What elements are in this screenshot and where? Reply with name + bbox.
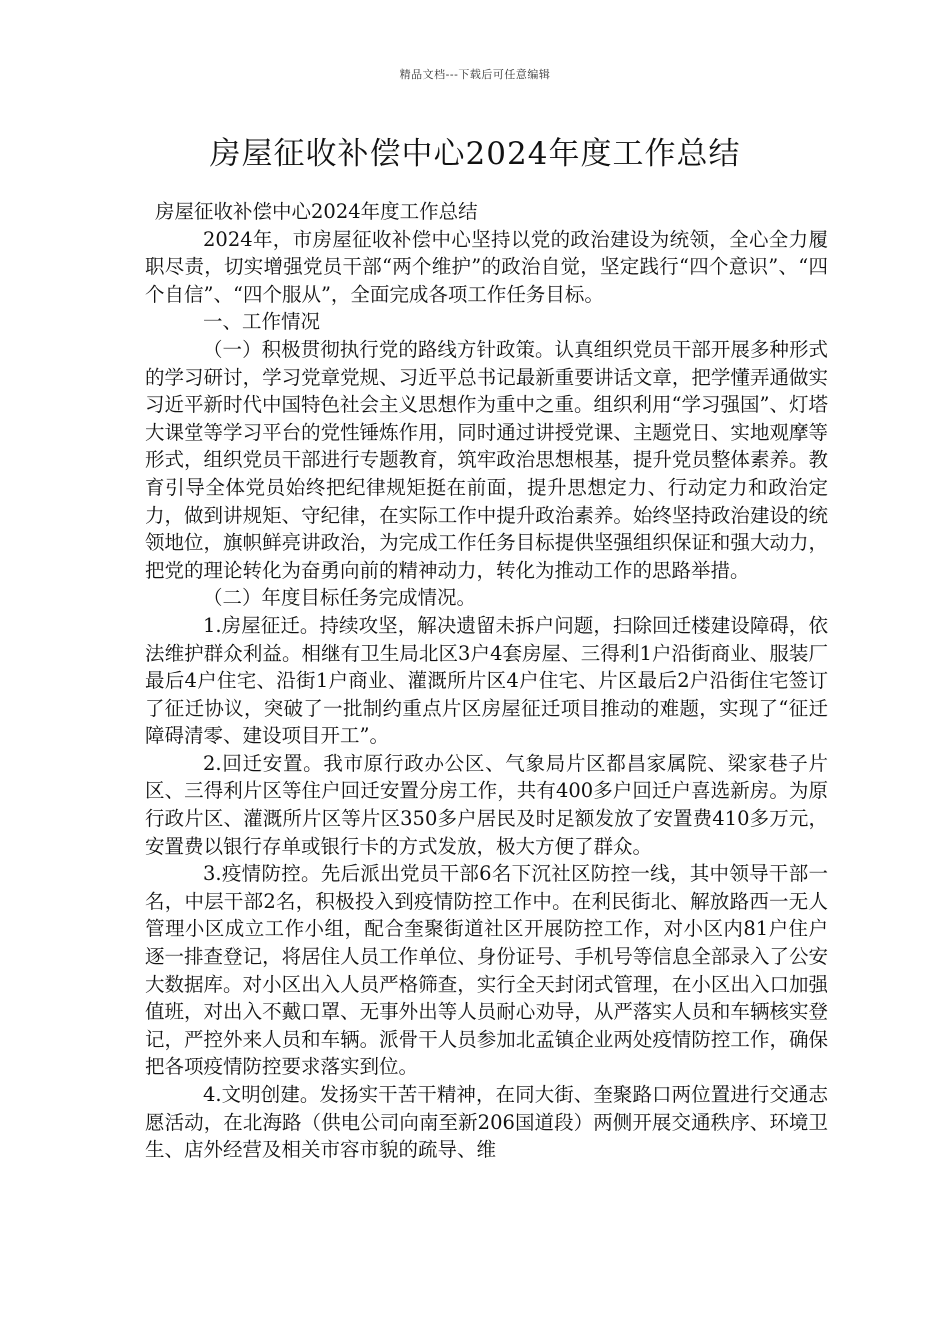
header-note: 精品文档---下载后可任意编辑 — [399, 68, 551, 81]
subsection-heading-annual-targets: （二）年度目标任务完成情况。 — [203, 586, 477, 610]
paragraph-party-line: （一）积极贯彻执行党的路线方针政策。认真组织党员干部开展多种形式的学习研讨，学习党章党规、习近平总书记最新重要讲话文章，把学懂弄通做实习近平新时代中国特色社会主义思想作为重中之重。组织利用“学习强国”、灯塔大课堂等学习平台的党性锤炼作用，同时通过讲授党课、主题党日、实地观摩等形式，组织党员干部进行专题教育，筑牢政治思想根基，提升党员整体素养。教育引导全体党员始终把纪律规矩挺在前面，提升思想定力、行动定力和政治定力，做到讲规矩、守纪律，在实际工作中提升政治素养。始终坚持政治建设的统领地位，旗帜鲜亮讲政治，为完成工作任务目标提供坚强组织保证和强大动力，把党的理论转化为奋勇向前的精神动力，转化为推动工作的思路举措。 — [145, 337, 828, 582]
document-body — [145, 198, 828, 1164]
section-heading-work-status: 一、工作情况 — [203, 310, 321, 334]
paragraph-civilization-creation: 4.文明创建。发扬实干苦干精神，在同大街、奎聚路口两位置进行交通志愿活动，在北海路（供电公司向南至新206国道段）两侧开展交通秩序、环境卫生、店外经营及相关市容市貌的疏导、维 — [145, 1083, 828, 1162]
paragraph-epidemic-control: 3.疫情防控。先后派出党员干部6名下沉社区防控一线，其中领导干部一名，中层干部2名，积极投入到疫情防控工作中。在利民街北、解放路西一无人管理小区成立工作小组，配合奎聚街道社区开展防控工作，对小区内81户住户逐一排查登记，将居住人员工作单位、身份证号、手机号等信息全部录入了公安大数据库。对小区出入人员严格筛查，实行全天封闭式管理，在小区出入口加强值班，对出入不戴口罩、无事外出等人员耐心劝导，从严落实人员和车辆核实登记，严控外来人员和车辆。派骨干人员参加北孟镇企业两处疫情防控工作，确保把各项疫情防控要求落实到位。 — [145, 862, 828, 1079]
document-title: 房屋征收补偿中心2024年度工作总结 — [209, 136, 741, 172]
document-subtitle: 房屋征收补偿中心2024年度工作总结 — [155, 200, 478, 223]
paragraph-resettlement: 2.回迁安置。我市原行政办公区、气象局片区都昌家属院、梁家巷子片区、三得利片区等住户回迁安置分房工作，共有400多户回迁户喜选新房。为原行政片区、灌溉所片区等片区350多户居民及时足额发放了安置费410多万元，安置费以银行存单或银行卡的方式发放，极大方便了群众。 — [145, 751, 828, 858]
paragraph-house-expropriation: 1.房屋征迁。持续攻坚，解决遗留未拆户问题，扫除回迁楼建设障碍，依法维护群众利益。相继有卫生局北区3户4套房屋、三得利1户沿街商业、服装厂最后4户住宅、沿街1户商业、灌溉所片区4户住宅、片区最后2户沿街住宅签订了征迁协议，突破了一批制约重点片区房屋征迁项目推动的难题，实现了“征迁障碍清零、建设项目开工”。 — [145, 613, 828, 748]
paragraph-intro: 2024年，市房屋征收补偿中心坚持以党的政治建设为统领，全心全力履职尽责，切实增强党员干部“两个维护”的政治自觉，坚定践行“四个意识”、“四个自信”、“四个服从”，全面完成各项工作任务目标。 — [145, 227, 828, 306]
